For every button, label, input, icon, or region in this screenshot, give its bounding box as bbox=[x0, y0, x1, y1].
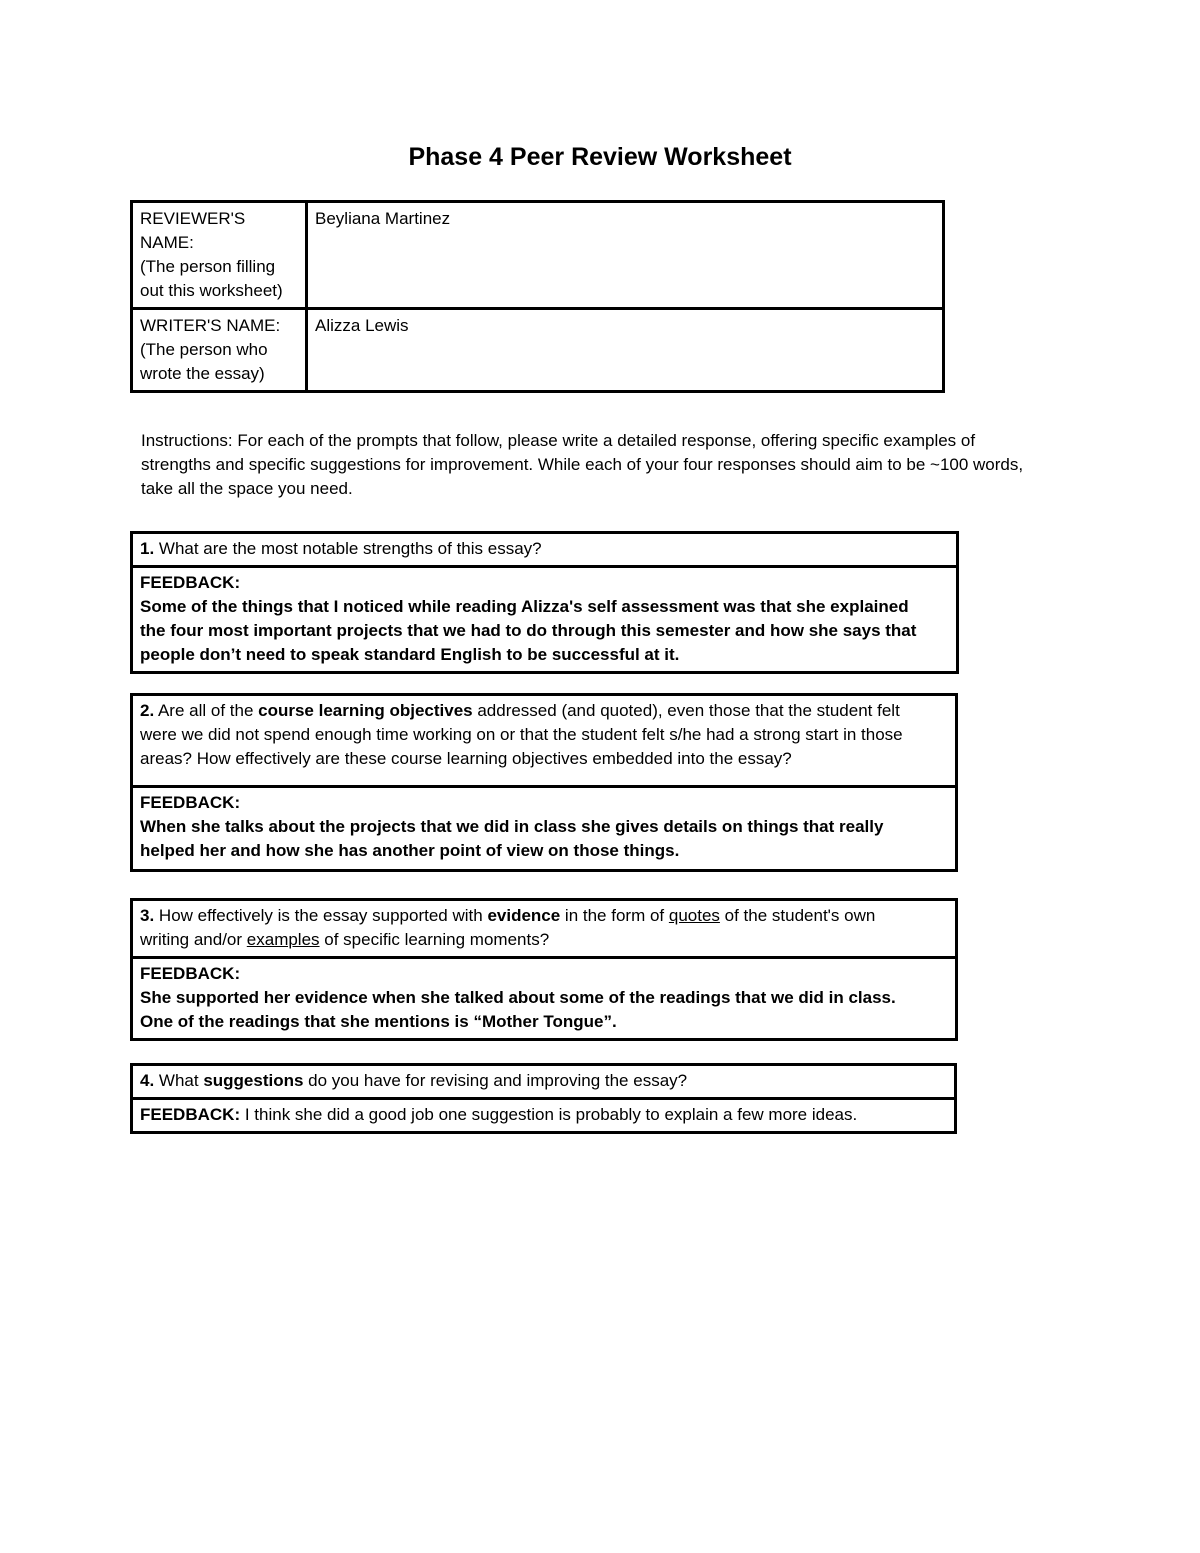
question-1-feedback-row bbox=[132, 567, 958, 673]
instructions-line: strengths and specific suggestions for improvement. While each of your four responses should aim to be ~100 words, bbox=[141, 455, 1024, 474]
question-emphasis: suggestions bbox=[203, 1071, 304, 1090]
writer-label-line: WRITER'S NAME: bbox=[140, 316, 281, 335]
writer-name-field[interactable]: Alizza Lewis bbox=[307, 309, 944, 392]
feedback-line: the four most important projects that we had to do through this semester and how she says that bbox=[140, 621, 917, 640]
question-4-feedback-row bbox=[132, 1099, 956, 1133]
reviewer-label-line: out this worksheet) bbox=[140, 281, 283, 300]
writer-label-line: (The person who bbox=[140, 340, 268, 359]
question-line: were we did not spend enough time working on or that the student felt s/he had a strong start in those bbox=[140, 725, 903, 744]
question-underlined: quotes bbox=[668, 906, 720, 925]
feedback-line: people don’t need to speak standard English to be successful at it. bbox=[140, 645, 680, 664]
question-text: Are all of the bbox=[154, 701, 259, 720]
writer-row bbox=[132, 309, 944, 392]
reviewer-row bbox=[132, 202, 944, 309]
question-text: do you have for revising and improving the essay? bbox=[303, 1071, 688, 1090]
instructions-line: Instructions: For each of the prompts that follow, please write a detailed response, offering specific examples of bbox=[141, 431, 976, 450]
question-line: areas? How effectively are these course learning objectives embedded into the essay? bbox=[140, 749, 792, 768]
question-2-feedback[interactable] bbox=[132, 787, 957, 871]
question-text: in the form of bbox=[560, 906, 669, 925]
feedback-label: FEEDBACK: bbox=[140, 964, 241, 983]
question-3-feedback-row bbox=[132, 958, 957, 1040]
instructions-line: take all the space you need. bbox=[141, 479, 353, 498]
question-1-feedback[interactable] bbox=[132, 567, 958, 673]
question-2-prompt-row bbox=[132, 695, 957, 787]
question-text: of specific learning moments? bbox=[319, 930, 550, 949]
reviewer-label bbox=[132, 202, 307, 309]
question-text: What bbox=[154, 1071, 204, 1090]
question-text: of the student's own bbox=[719, 906, 876, 925]
question-line bbox=[140, 904, 948, 928]
question-4-prompt-row bbox=[132, 1065, 956, 1099]
question-3-table bbox=[130, 898, 958, 1041]
question-4-feedback[interactable] bbox=[132, 1099, 956, 1133]
question-3-prompt-row bbox=[132, 900, 957, 958]
question-underlined: examples bbox=[246, 930, 320, 949]
feedback-label: FEEDBACK: bbox=[140, 573, 241, 592]
question-number: 4. bbox=[140, 1071, 155, 1090]
names-table bbox=[130, 200, 945, 393]
feedback-label: FEEDBACK: bbox=[140, 793, 241, 812]
question-1-prompt bbox=[132, 533, 958, 567]
feedback-line: Some of the things that I noticed while reading Alizza's self assessment was that she explained bbox=[140, 597, 909, 616]
feedback-line: She supported her evidence when she talked about some of the readings that we did in class. bbox=[140, 988, 896, 1007]
question-number: 1. bbox=[140, 539, 155, 558]
question-1-table bbox=[130, 531, 959, 674]
feedback-text: I think she did a good job one suggestion is probably to explain a few more ideas. bbox=[240, 1105, 858, 1124]
question-line bbox=[140, 928, 948, 952]
question-text: addressed (and quoted), even those that the student felt bbox=[472, 701, 900, 720]
question-4-table bbox=[130, 1063, 957, 1134]
question-number: 2. bbox=[140, 701, 155, 720]
question-2-prompt bbox=[132, 695, 957, 787]
question-number: 3. bbox=[140, 906, 155, 925]
question-3-prompt bbox=[132, 900, 957, 958]
question-line bbox=[140, 699, 948, 723]
feedback-line: One of the readings that she mentions is “Mother Tongue”. bbox=[140, 1012, 617, 1031]
feedback-line: helped her and how she has another point of view on those things. bbox=[140, 841, 680, 860]
question-2-table bbox=[130, 693, 958, 872]
question-emphasis: course learning objectives bbox=[258, 701, 473, 720]
question-emphasis: evidence bbox=[487, 906, 561, 925]
reviewer-name-field[interactable]: Beyliana Martinez bbox=[307, 202, 944, 309]
reviewer-label-line: NAME: bbox=[140, 233, 194, 252]
reviewer-label-line: (The person filling bbox=[140, 257, 276, 276]
question-2-feedback-row bbox=[132, 787, 957, 871]
question-text: How effectively is the essay supported with bbox=[154, 906, 488, 925]
question-1-prompt-row bbox=[132, 533, 958, 567]
question-text: writing and/or bbox=[140, 930, 247, 949]
instructions bbox=[141, 429, 1071, 501]
reviewer-label-line: REVIEWER'S bbox=[140, 209, 246, 228]
question-text: What are the most notable strengths of this essay? bbox=[154, 539, 542, 558]
feedback-label: FEEDBACK: bbox=[140, 1105, 241, 1124]
question-4-prompt bbox=[132, 1065, 956, 1099]
writer-label-line: wrote the essay) bbox=[140, 364, 265, 383]
question-3-feedback[interactable] bbox=[132, 958, 957, 1040]
feedback-line: When she talks about the projects that we did in class she gives details on things that really bbox=[140, 817, 884, 836]
page-title: Phase 4 Peer Review Worksheet bbox=[408, 143, 792, 171]
writer-label bbox=[132, 309, 307, 392]
